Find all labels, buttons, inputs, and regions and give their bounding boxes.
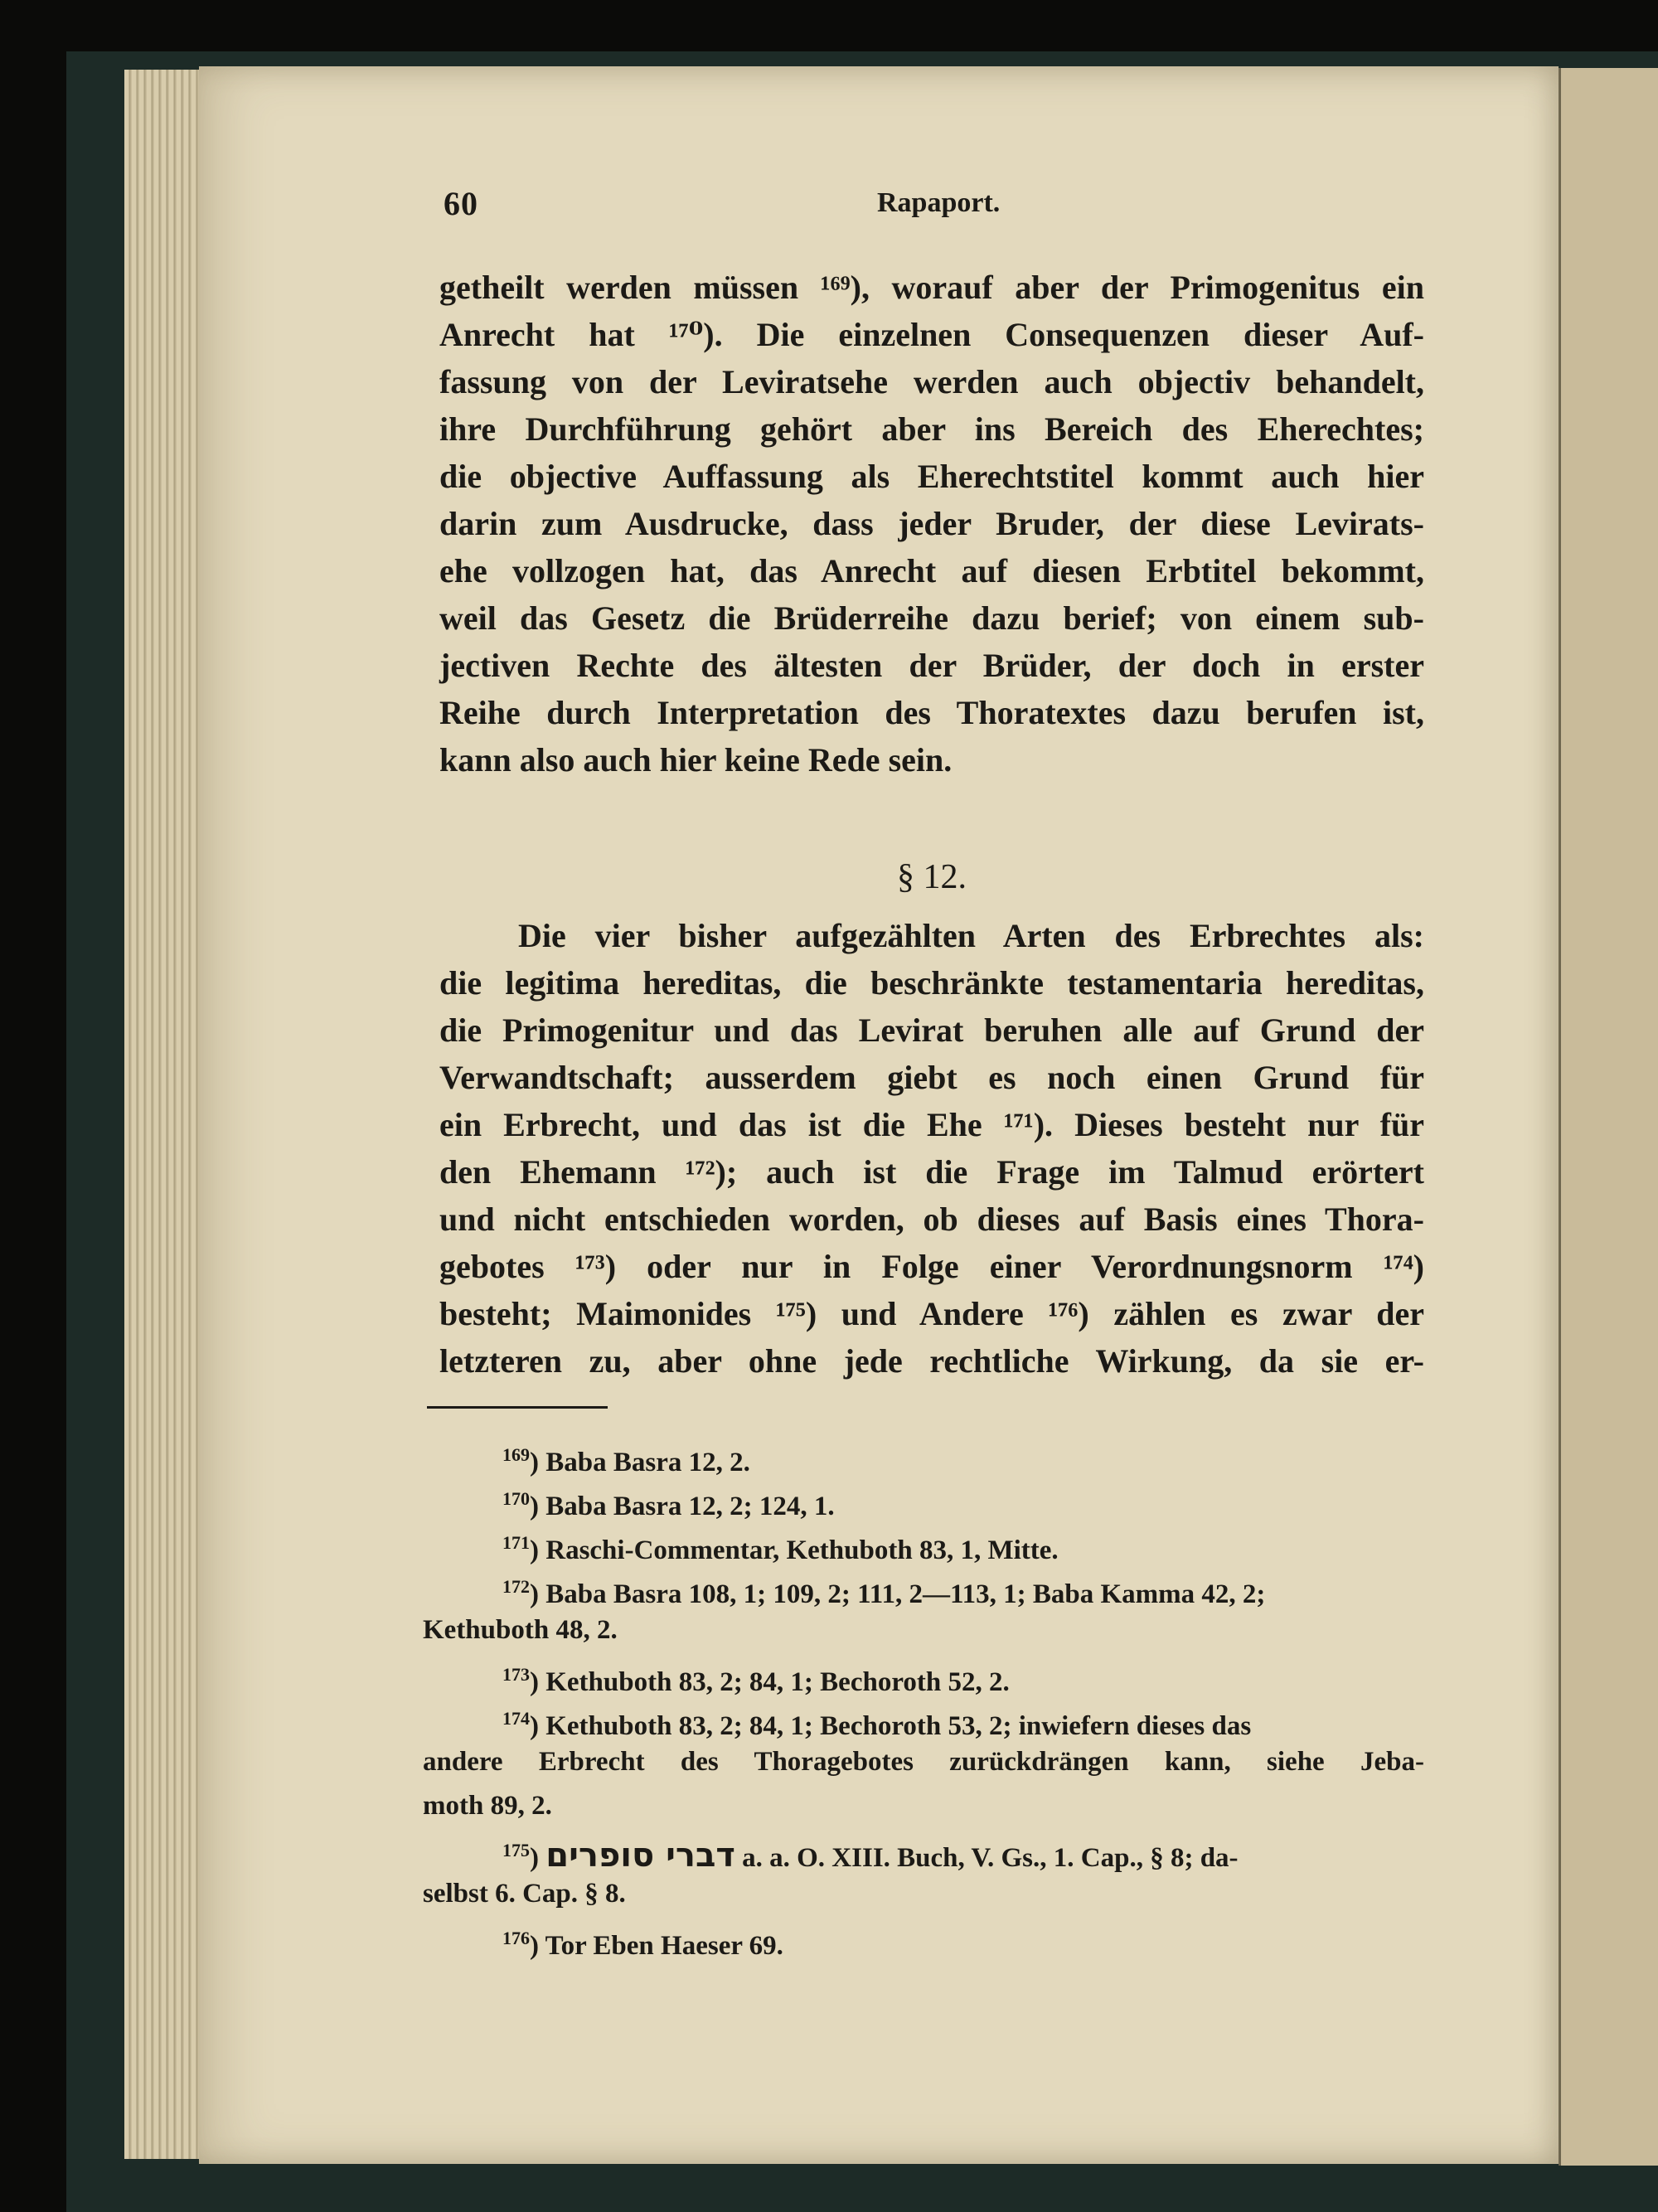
text-line: die legitima hereditas, die beschränkte testamentaria hereditas, [439, 964, 1424, 1002]
text-line: Die vier bisher aufgezählten Arten des Erbrechtes als: [518, 917, 1424, 954]
footnote-number: 175 [502, 1840, 530, 1860]
footnote-171 [423, 1521, 1424, 1564]
footnote-text: ) Kethuboth 83, 2; 84, 1; Bechoroth 52, 2. [530, 1667, 1010, 1697]
text-line: ehe vollzogen hat, das Anrecht auf diesen Erbtitel bekommt, [439, 552, 1424, 589]
footnote-divider [427, 1406, 608, 1409]
section-heading: § 12. [897, 858, 967, 896]
footnote-174-continued: andere Erbrecht des Thoragebotes zurückdrängen kann, siehe Jeba- [423, 1747, 1424, 1777]
footnote-text: ) Tor Eben Haeser 69. [530, 1931, 783, 1961]
text-line: die Primogenitur und das Levirat beruhen alle auf Grund der [439, 1011, 1424, 1049]
page-number: 60 [444, 185, 478, 222]
footnote-text: ) Kethuboth 83, 2; 84, 1; Bechoroth 53, 2; inwiefern dieses das [530, 1711, 1252, 1741]
footnote-text: ) Raschi-Commentar, Kethuboth 83, 1, Mitte. [530, 1535, 1059, 1565]
footnote-174 [423, 1696, 1424, 1740]
footnote-172-continued: Kethuboth 48, 2. [423, 1615, 618, 1645]
footnote-number: 169 [502, 1444, 530, 1465]
footnote-number: 174 [502, 1708, 530, 1729]
footnote-text: ) Baba Basra 12, 2; 124, 1. [530, 1492, 835, 1521]
paragraph-2 [439, 912, 1424, 1385]
text-line: fassung von der Leviratsehe werden auch objectiv behandelt, [439, 363, 1424, 400]
footnote-paren: ) [530, 1843, 546, 1873]
footnote-173 [423, 1652, 1424, 1696]
text-line: weil das Gesetz die Brüderreihe dazu berief; von einem sub- [439, 599, 1424, 637]
text-line: letzteren zu, aber ohne jede rechtliche Wirkung, da sie er- [439, 1342, 1424, 1380]
footnote-number: 170 [502, 1488, 530, 1509]
footnote-text: ) Baba Basra 108, 1; 109, 2; 111, 2—113, 1; Baba Kamma 42, 2; [530, 1579, 1266, 1609]
text-line: getheilt werden müssen ¹⁶⁹), worauf aber der Primogenitus ein [439, 269, 1424, 306]
text-line: jectiven Rechte des ältesten der Brüder, der doch in erster [439, 647, 1424, 684]
text-line: darin zum Ausdrucke, dass jeder Bruder, der diese Levirats- [439, 505, 1424, 542]
footnote-175-continued: selbst 6. Cap. § 8. [423, 1879, 626, 1909]
footnotes [423, 1433, 1424, 1960]
hebrew-term: דברי סופרים [545, 1836, 735, 1875]
text-line: kann also auch hier keine Rede sein. [439, 741, 953, 779]
footnote-number: 171 [502, 1532, 530, 1553]
running-head: Rapaport. [877, 187, 1001, 218]
footnote-number: 172 [502, 1576, 530, 1597]
footnote-172 [423, 1564, 1424, 1608]
facing-page-edge [1559, 68, 1658, 2166]
paragraph-1 [439, 264, 1424, 783]
footnote-174-continued: moth 89, 2. [423, 1791, 552, 1821]
footnote-text: ) Baba Basra 12, 2. [530, 1448, 750, 1477]
text-line: die objective Auffassung als Eherechtstitel kommt auch hier [439, 458, 1424, 495]
text-line: den Ehemann ¹⁷²); auch ist die Frage im Talmud erörtert [439, 1153, 1424, 1191]
text-line: Verwandtschaft; ausserdem giebt es noch einen Grund für [439, 1059, 1424, 1096]
footnote-number: 173 [502, 1664, 530, 1685]
text-line: Reihe durch Interpretation des Thoratextes dazu berufen ist, [439, 694, 1424, 731]
text-line: ihre Durchführung gehört aber ins Bereich des Eherechtes; [439, 410, 1424, 448]
footnote-text: a. a. O. XIII. Buch, V. Gs., 1. Cap., § 8; da- [734, 1843, 1239, 1873]
text-line: und nicht entschieden worden, ob dieses auf Basis eines Thora- [439, 1201, 1424, 1238]
text-line: Anrecht hat ¹⁷⁰). Die einzelnen Consequenzen dieser Auf- [439, 316, 1424, 353]
footnote-175 [423, 1828, 1424, 1875]
footnote-170 [423, 1477, 1424, 1521]
footnote-176 [423, 1916, 1424, 1960]
page-header [444, 184, 1426, 234]
text-line: gebotes ¹⁷³) oder nur in Folge einer Verordnungsnorm ¹⁷⁴) [439, 1248, 1424, 1285]
footnote-169 [423, 1433, 1424, 1477]
footnote-number: 176 [502, 1928, 530, 1948]
text-line: ein Erbrecht, und das ist die Ehe ¹⁷¹). Dieses besteht nur für [439, 1106, 1424, 1143]
text-line: besteht; Maimonides ¹⁷⁵) und Andere ¹⁷⁶) zählen es zwar der [439, 1295, 1424, 1332]
